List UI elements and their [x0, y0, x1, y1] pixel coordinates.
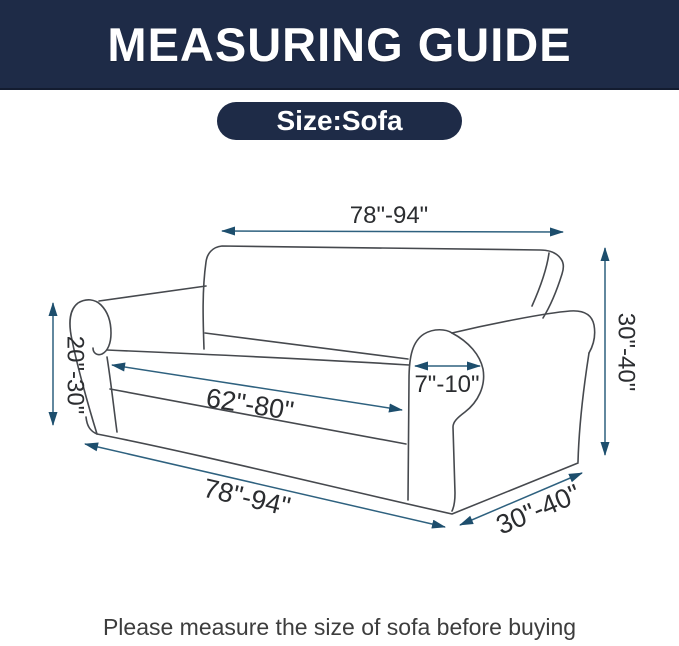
seat-width-label: 62"-80" — [204, 382, 296, 427]
sofa-measurement-diagram — [0, 140, 679, 610]
dimension-arrows — [53, 231, 605, 527]
overall-width-label: 78"-94" — [200, 472, 294, 522]
back-width-label: 78"-94" — [349, 202, 429, 229]
sofa-right-arm-side-edge — [578, 353, 589, 462]
sofa-left-arm-top-edge — [99, 286, 206, 301]
sofa-right-arm-inner-curl — [452, 333, 484, 511]
arm-width-label: 7"-10" — [414, 371, 480, 398]
sofa-right-arm-roll-top — [452, 311, 595, 353]
sofa-right-arm-front — [408, 330, 452, 500]
footer-note: Please measure the size of sofa before buying — [102, 614, 577, 640]
size-badge-label: Size:Sofa — [276, 105, 403, 136]
sofa-base-bottom — [86, 417, 578, 514]
back-width-arrow — [222, 231, 563, 232]
header-banner — [0, 0, 679, 90]
depth-label: 30"-40" — [491, 478, 585, 541]
sofa-left-arm-inner-edge — [107, 357, 117, 432]
page-title: MEASURING GUIDE — [107, 17, 572, 71]
sofa-backrest — [203, 246, 563, 349]
size-badge — [217, 102, 462, 140]
overall-height-label: 30"-40" — [612, 312, 640, 392]
sofa-drawing — [70, 246, 595, 514]
sofa-seat-front-edge — [107, 350, 409, 365]
sofa-backrest-inner-edge — [532, 253, 549, 306]
left-height-label: 20"-30" — [61, 335, 89, 415]
